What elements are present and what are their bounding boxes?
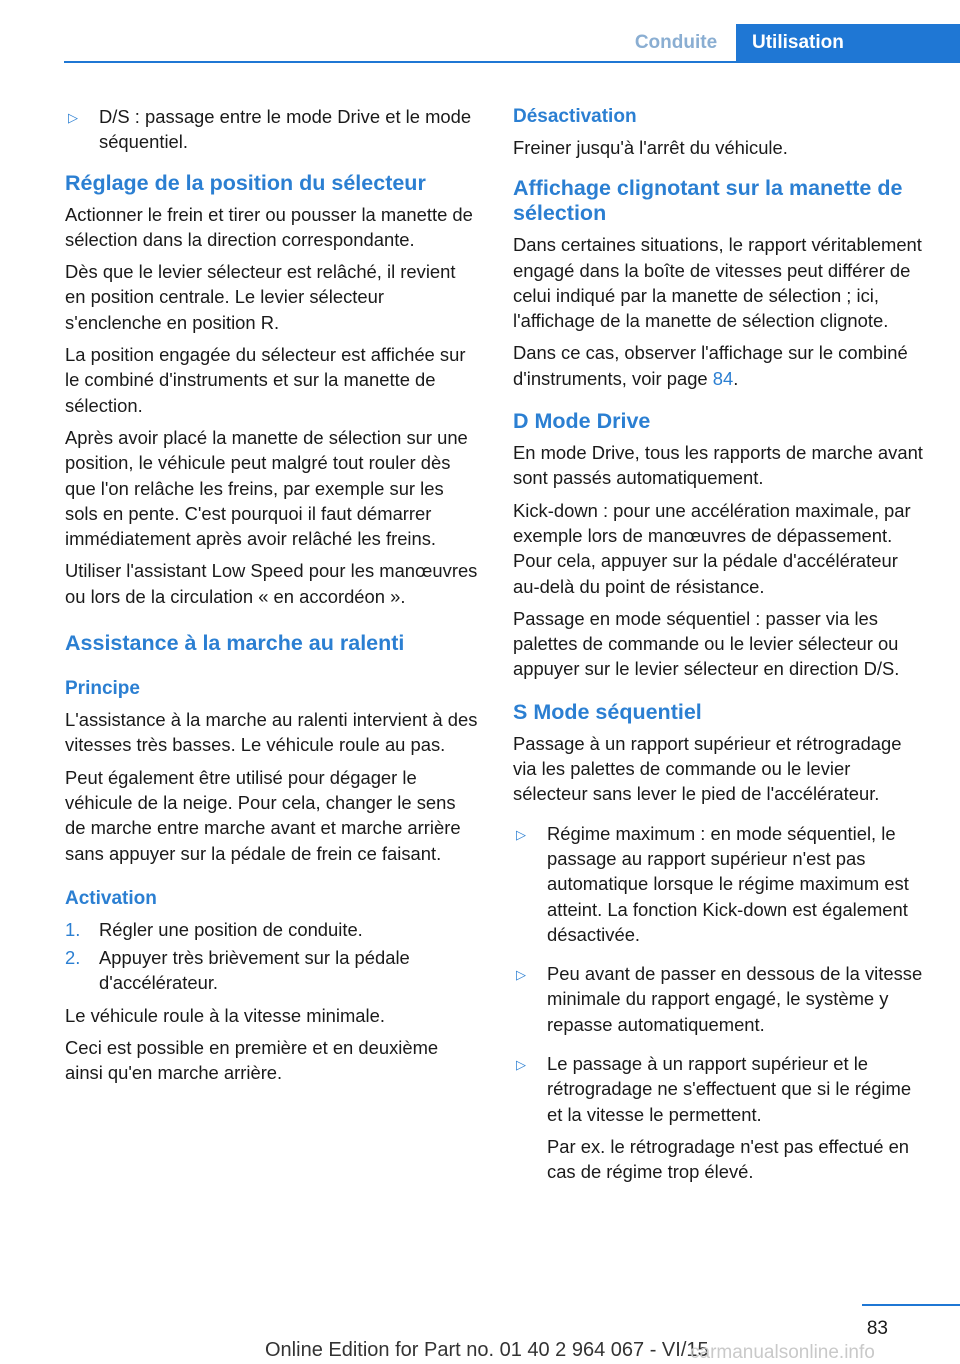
paragraph: Après avoir placé la manette de sélection sur une position, le véhicule peut malgré tout rouler dès que l'on relâche les freins, par exemple sur les sols en pente. C'est pourquoi il faut démarrer immédiatement après avoir relâché les freins. [65,426,468,550]
paragraph: Passage à un rapport supérieur et rétrogradage via les palettes de commande ou le levier sélecteur sans lever le pied de l'accélérateur. [513,732,902,805]
watermark: carmanualsonline.info [690,1342,875,1363]
paragraph: Kick-down : pour une accélération maximale, par exemple lors de manœuvres de dépassement. Pour cela, appuyer sur la pédale d'accélérateur au-delà du point de résistance. [513,499,911,597]
step-number: 1. [65,918,81,940]
paragraph-with-page-ref [513,340,928,391]
list-item-text: Régime maximum : en mode séquentiel, le passage au rapport supérieur n'est pas automatique lorsque le régime maximum est atteint. La fonction Kick-down est également désactivée. [547,822,909,945]
heading-selector-position: Réglage de la position du sélecteur [65,170,426,195]
paragraph: Le véhicule roule à la vitesse minimale. [65,1004,385,1026]
intro-list-item [65,104,480,155]
paragraph: L'assistance à la marche au ralenti intervient à des vitesses très basses. Le véhicule roule au pas. [65,709,478,756]
paragraph: La position engagée du sélecteur est affichée sur le combiné d'instruments et sur la manette de sélection. [65,344,466,416]
paragraph: Freiner jusqu'à l'arrêt du véhicule. [513,137,788,158]
step-number: 2. [65,947,81,969]
footer-divider [862,1304,960,1306]
triangle-bullet-icon: ▷ [68,110,78,125]
page-header [0,0,960,62]
heading-blinking-display: Affichage clignotant sur la manette de sélection [513,176,903,226]
right-column [513,104,928,1192]
edition-footer: Online Edition for Part no. 01 40 2 964 067 - VI/15 [265,1339,709,1361]
paragraph: Utiliser l'assistant Low Speed pour les manœuvres ou lors de la circulation « en accordéon ». [65,560,478,607]
section-tab-utilisation: Utilisation [736,24,960,62]
step-text: Régler une position de conduite. [99,918,363,940]
paragraph: Dans certaines situations, le rapport véritablement engagé dans la boîte de vitesses peut différer de celui indiqué par la manette de sélection ; ici, l'affichage de la manette de sélection clignote. [513,234,922,332]
paragraph: Peut également être utilisé pour dégager le véhicule de la neige. Pour cela, changer le sens de marche entre marche avant et marche arrière sans appuyer sur la pédale de frein ce faisant. [65,766,461,864]
text: . [733,367,739,389]
paragraph: Passage en mode séquentiel : passer via les palettes de commande ou le levier sélecteur ou appuyer sur le levier sélecteur en direction D/S. [513,607,900,680]
header-divider [64,61,960,63]
left-column [65,104,480,1093]
list-item-text: Peu avant de passer en dessous de la vitesse minimale du rapport engagé, le système y repasse automatiquement. [547,963,923,1035]
heading-drive-mode: D Mode Drive [513,409,651,434]
triangle-bullet-icon: ▷ [516,967,526,983]
numbered-step [65,917,480,942]
page-reference-link[interactable]: 84 [712,367,734,389]
paragraph: Ceci est possible en première et en deuxième ainsi qu'en marche arrière. [65,1037,439,1084]
list-item [513,821,928,947]
page-number: 83 [866,1318,888,1339]
step-text: Appuyer très brièvement sur la pédale d'accélérateur. [99,947,410,994]
triangle-bullet-icon: ▷ [516,1057,526,1073]
subheading-deactivation: Désactivation [513,106,637,127]
chapter-tab-conduite: Conduite [634,32,718,53]
heading-sequential-mode: S Mode séquentiel [513,699,702,724]
heading-low-speed-assist: Assistance à la marche au ralenti [65,631,405,656]
paragraph: En mode Drive, tous les rapports de marche avant sont passés automatiquement. [513,442,923,489]
list-item-text: Le passage à un rapport supérieur et le rétrogradage ne s'effectuent que si le régime et la vitesse le permettent. [547,1053,912,1125]
paragraph: Dès que le levier sélecteur est relâché, il revient en position centrale. Le levier sélecteur s'enclenche en position R. [65,261,456,333]
list-item [513,961,928,1037]
subheading-activation: Activation [65,887,157,909]
text: Dans ce cas, observer l'affichage sur le combiné d'instruments, voir page [513,342,908,389]
triangle-bullet-icon: ▷ [516,826,526,842]
list-item [513,1051,928,1127]
list-item-note: Par ex. le rétrogradage n'est pas effectué en cas de régime trop élevé. [547,1135,910,1183]
numbered-step [65,945,480,996]
intro-item-text: D/S : passage entre le mode Drive et le mode séquentiel. [99,106,472,153]
subheading-principe: Principe [65,678,140,700]
paragraph: Actionner le frein et tirer ou pousser la manette de sélection dans la direction correspondante. [65,203,473,250]
